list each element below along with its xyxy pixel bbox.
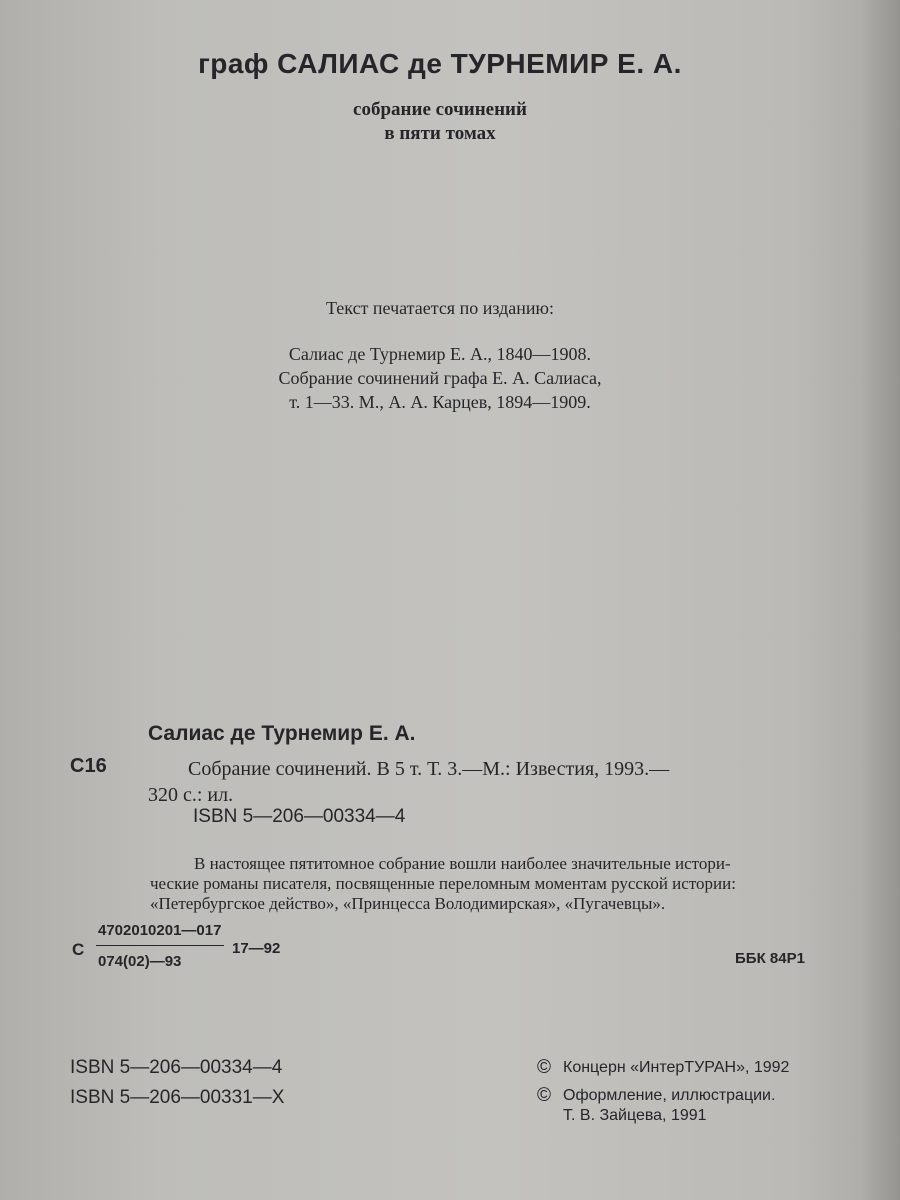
copyright-item xyxy=(537,1086,837,1126)
catalog-isbn: ISBN 5—206—00334—4 xyxy=(193,806,406,827)
source-heading: Текст печатается по изданию: xyxy=(325,298,555,318)
copyright-line: Концерн «ИнтерТУРАН», 1992 xyxy=(563,1059,790,1076)
annotation xyxy=(150,854,820,914)
annotation-line: «Петербургское действо», «Принцесса Володимирская», «Пугачевцы». xyxy=(150,894,666,913)
copyright-symbol: © xyxy=(537,1085,551,1106)
annotation-line: ческие романы писателя, посвященные переломным моментам русской истории: xyxy=(150,874,736,893)
isbn-item: ISBN 5—206—00334—4 xyxy=(70,1057,283,1078)
classification-letter: С xyxy=(72,940,85,959)
copyright-symbol: © xyxy=(537,1057,551,1078)
catalog-entry-line-1: Собрание сочинений. В 5 т. Т. 3.—М.: Известия, 1993.— xyxy=(188,758,670,780)
author-title: граф САЛИАС де ТУРНЕМИР Е. А. xyxy=(198,48,682,79)
classification-numerator: 4702010201—017 xyxy=(98,922,222,939)
annotation-line: В настоящее пятитомное собрание вошли наиболее значительные истори- xyxy=(194,854,731,873)
copyright-line: Оформление, иллюстрации. xyxy=(563,1087,776,1104)
source-edition-block xyxy=(0,296,880,414)
catalog-entry xyxy=(148,756,828,808)
page-edge-shadow xyxy=(860,0,900,1200)
classification-suffix: 17—92 xyxy=(232,940,281,957)
catalog-author: Салиас де Турнемир Е. А. xyxy=(148,722,416,745)
source-line: Собрание сочинений графа Е. А. Салиаса, xyxy=(278,368,602,388)
catalog-code: С16 xyxy=(70,755,107,777)
source-lines xyxy=(0,342,880,414)
series-line-2: в пяти томах xyxy=(384,123,496,144)
catalog-entry-line-2: 320 с.: ил. xyxy=(148,784,234,806)
classification-denominator: 074(02)—93 xyxy=(98,953,182,970)
copyright-item xyxy=(537,1058,837,1078)
copyright-block xyxy=(537,1058,837,1134)
series-title xyxy=(0,98,880,146)
series-line-1: собрание сочинений xyxy=(353,99,527,120)
source-line: Салиас де Турнемир Е. А., 1840—1908. xyxy=(288,344,592,364)
fraction-bar xyxy=(96,945,224,946)
copyright-line: Т. В. Зайцева, 1991 xyxy=(563,1107,707,1124)
bbk-code: ББК 84Р1 xyxy=(735,950,805,967)
isbn-item: ISBN 5—206—00331—X xyxy=(70,1087,285,1108)
isbn-list xyxy=(70,1053,284,1113)
source-line: т. 1—33. М., А. А. Карцев, 1894—1909. xyxy=(289,392,591,412)
